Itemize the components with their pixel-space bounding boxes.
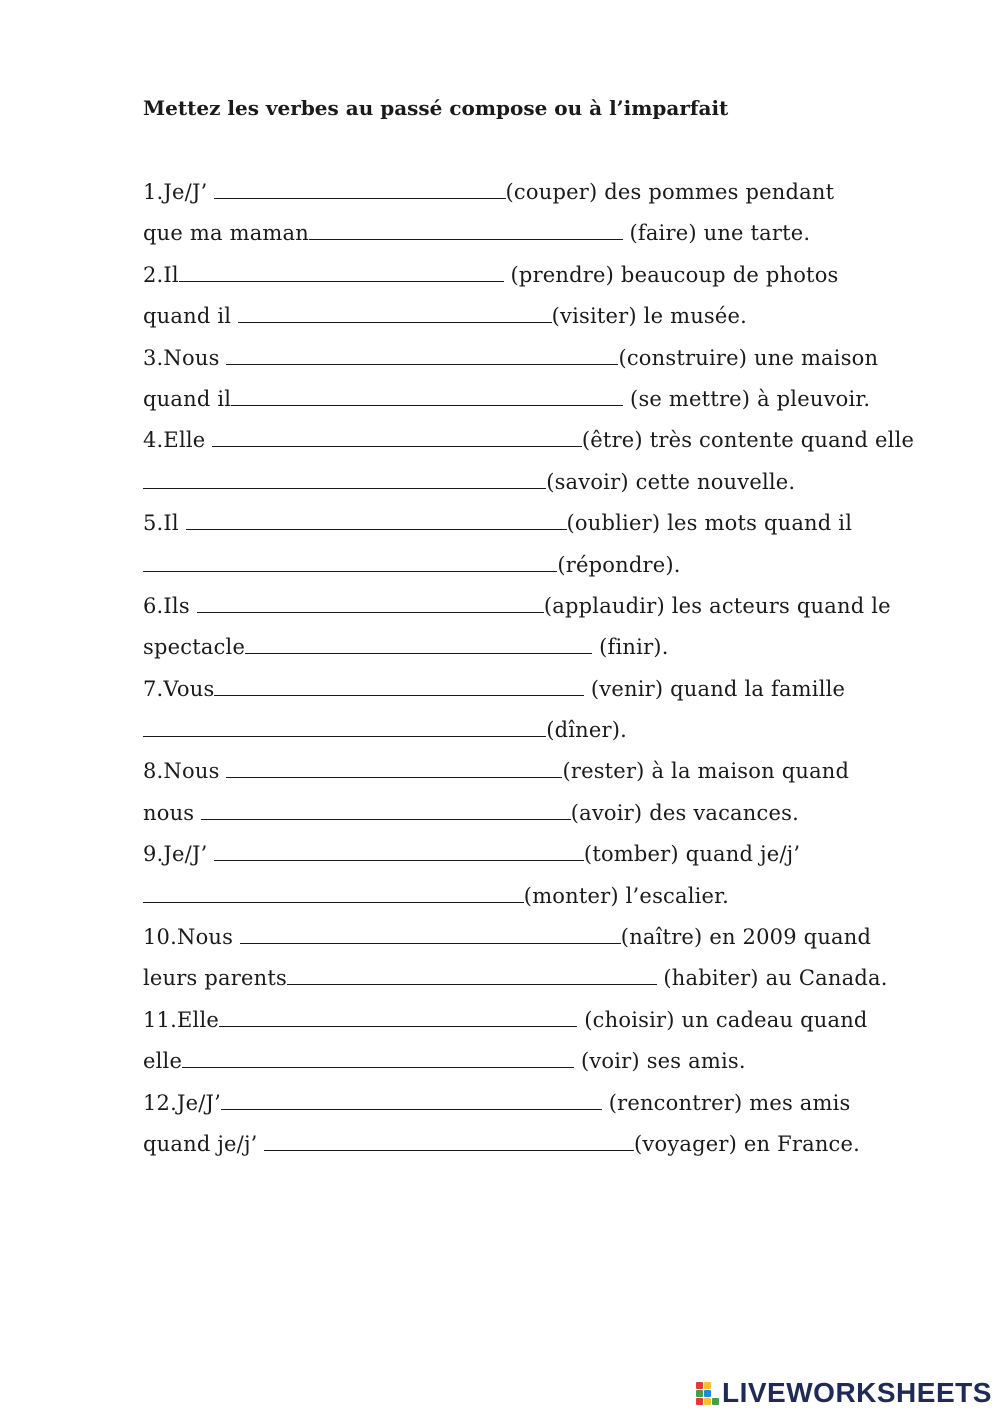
logo-square: [696, 1398, 703, 1405]
answer-blank[interactable]: [214, 176, 505, 199]
answer-blank[interactable]: [143, 549, 557, 572]
answer-blank[interactable]: [212, 424, 582, 447]
line-suffix: (voir) ses amis.: [574, 1049, 746, 1074]
line-suffix: (rester) à la maison quand: [562, 759, 850, 784]
line-prefix: 11.Elle: [143, 1007, 219, 1032]
exercise-line: [143, 1128, 963, 1169]
answer-blank[interactable]: [231, 383, 623, 406]
answer-blank[interactable]: [143, 714, 546, 737]
logo-square: [704, 1390, 711, 1397]
answer-blank[interactable]: [214, 838, 584, 861]
answer-blank[interactable]: [264, 1128, 634, 1151]
answer-blank[interactable]: [240, 921, 621, 944]
line-suffix: (finir).: [592, 635, 669, 660]
exercise-line: [143, 217, 963, 258]
exercise-line: [143, 714, 963, 755]
line-suffix: (être) très contente quand elle: [581, 428, 915, 453]
line-suffix: (voyager) en France.: [634, 1131, 861, 1156]
line-suffix: (couper) des pommes pendant: [505, 180, 835, 204]
logo-square: [712, 1398, 719, 1405]
exercise-line: [143, 755, 963, 796]
line-prefix: 7.Vous: [143, 676, 215, 701]
liveworksheets-logo-icon: [696, 1380, 720, 1406]
line-suffix: (visiter) le musée.: [551, 304, 748, 329]
line-prefix: quand je/j’: [143, 1131, 265, 1156]
answer-blank[interactable]: [143, 466, 546, 489]
line-prefix: leurs parents: [143, 966, 287, 991]
exercise-line: [143, 549, 963, 590]
answer-blank[interactable]: [309, 217, 623, 240]
exercise-line: [143, 259, 963, 300]
line-prefix: 8.Nous: [143, 759, 227, 784]
line-prefix: 6.Ils: [143, 593, 197, 618]
line-prefix: elle: [143, 1049, 183, 1074]
line-suffix: (dîner).: [546, 718, 627, 743]
line-suffix: (construire) une maison: [618, 345, 879, 370]
answer-blank[interactable]: [143, 880, 524, 903]
line-prefix: nous: [143, 800, 202, 825]
line-suffix: (choisir) un cadeau quand: [577, 1007, 868, 1032]
line-suffix: (rencontrer) mes amis: [601, 1090, 851, 1115]
exercise-line: [143, 631, 963, 672]
answer-blank[interactable]: [179, 259, 504, 282]
exercise-line: [143, 797, 963, 838]
exercise-line: [143, 300, 963, 341]
line-prefix: 10.Nous: [143, 925, 240, 950]
line-suffix: (faire) une tarte.: [622, 221, 811, 246]
line-suffix: (avoir) des vacances.: [570, 800, 799, 825]
answer-blank[interactable]: [221, 1087, 602, 1110]
exercise-line: [143, 838, 963, 879]
line-prefix: spectacle: [143, 635, 246, 660]
answer-blank[interactable]: [197, 590, 544, 613]
line-prefix: 4.Elle: [143, 428, 213, 453]
line-suffix: (applaudir) les acteurs quand le: [543, 593, 891, 618]
line-suffix: (oublier) les mots quand il: [566, 511, 853, 536]
logo-square: [696, 1390, 703, 1397]
answer-blank[interactable]: [182, 1045, 574, 1068]
exercise-line: [143, 383, 963, 424]
line-prefix: 9.Je/J’: [143, 842, 215, 867]
answer-blank[interactable]: [226, 342, 618, 365]
answer-blank[interactable]: [214, 673, 584, 696]
answer-blank[interactable]: [238, 300, 552, 323]
exercise-line: [143, 962, 963, 1003]
answer-blank[interactable]: [226, 755, 562, 778]
exercise-line: [143, 507, 963, 548]
line-prefix: quand il: [143, 386, 232, 411]
line-suffix: (habiter) au Canada.: [656, 966, 888, 991]
exercise-line: [143, 176, 963, 217]
line-suffix: (venir) quand la famille: [584, 676, 846, 701]
line-suffix: (répondre).: [557, 552, 681, 577]
logo-square: [704, 1382, 711, 1389]
logo-square: [696, 1382, 703, 1389]
line-suffix: (savoir) cette nouvelle.: [546, 469, 796, 494]
line-suffix: (tomber) quand je/j’: [583, 842, 801, 867]
answer-blank[interactable]: [245, 631, 592, 654]
worksheet-title: Mettez les verbes au passé compose ou à l’imparfait: [143, 96, 729, 120]
line-prefix: 1.Je/J’: [143, 180, 215, 204]
line-suffix: (prendre) beaucoup de photos: [503, 262, 839, 287]
line-prefix: quand il: [143, 304, 239, 329]
line-suffix: (naître) en 2009 quand: [620, 925, 872, 950]
exercise-line: [143, 673, 963, 714]
line-suffix: (monter) l’escalier.: [523, 883, 729, 908]
exercise-line: [143, 466, 963, 507]
exercise-line: [143, 590, 963, 631]
line-prefix: 12.Je/J’: [143, 1090, 222, 1115]
line-prefix: 3.Nous: [143, 345, 227, 370]
logo-square: [704, 1398, 711, 1405]
exercise-line: [143, 921, 963, 962]
line-prefix: 5.Il: [143, 511, 186, 536]
answer-blank[interactable]: [201, 797, 571, 820]
brand-name: LIVEWORKSHEETS: [722, 1377, 992, 1408]
exercise-line: [143, 1045, 963, 1086]
exercise-lines: [143, 176, 963, 1169]
answer-blank[interactable]: [186, 507, 567, 530]
answer-blank[interactable]: [287, 962, 657, 985]
line-suffix: (se mettre) à pleuvoir.: [623, 386, 871, 411]
line-prefix: 2.Il: [143, 262, 179, 287]
answer-blank[interactable]: [219, 1004, 577, 1027]
exercise-line: [143, 880, 963, 921]
exercise-line: [143, 424, 963, 465]
exercise-line: [143, 1087, 963, 1128]
exercise-line: [143, 342, 963, 383]
exercise-line: [143, 1004, 963, 1045]
liveworksheets-logo: [696, 1376, 992, 1410]
line-prefix: que ma maman: [143, 221, 309, 246]
